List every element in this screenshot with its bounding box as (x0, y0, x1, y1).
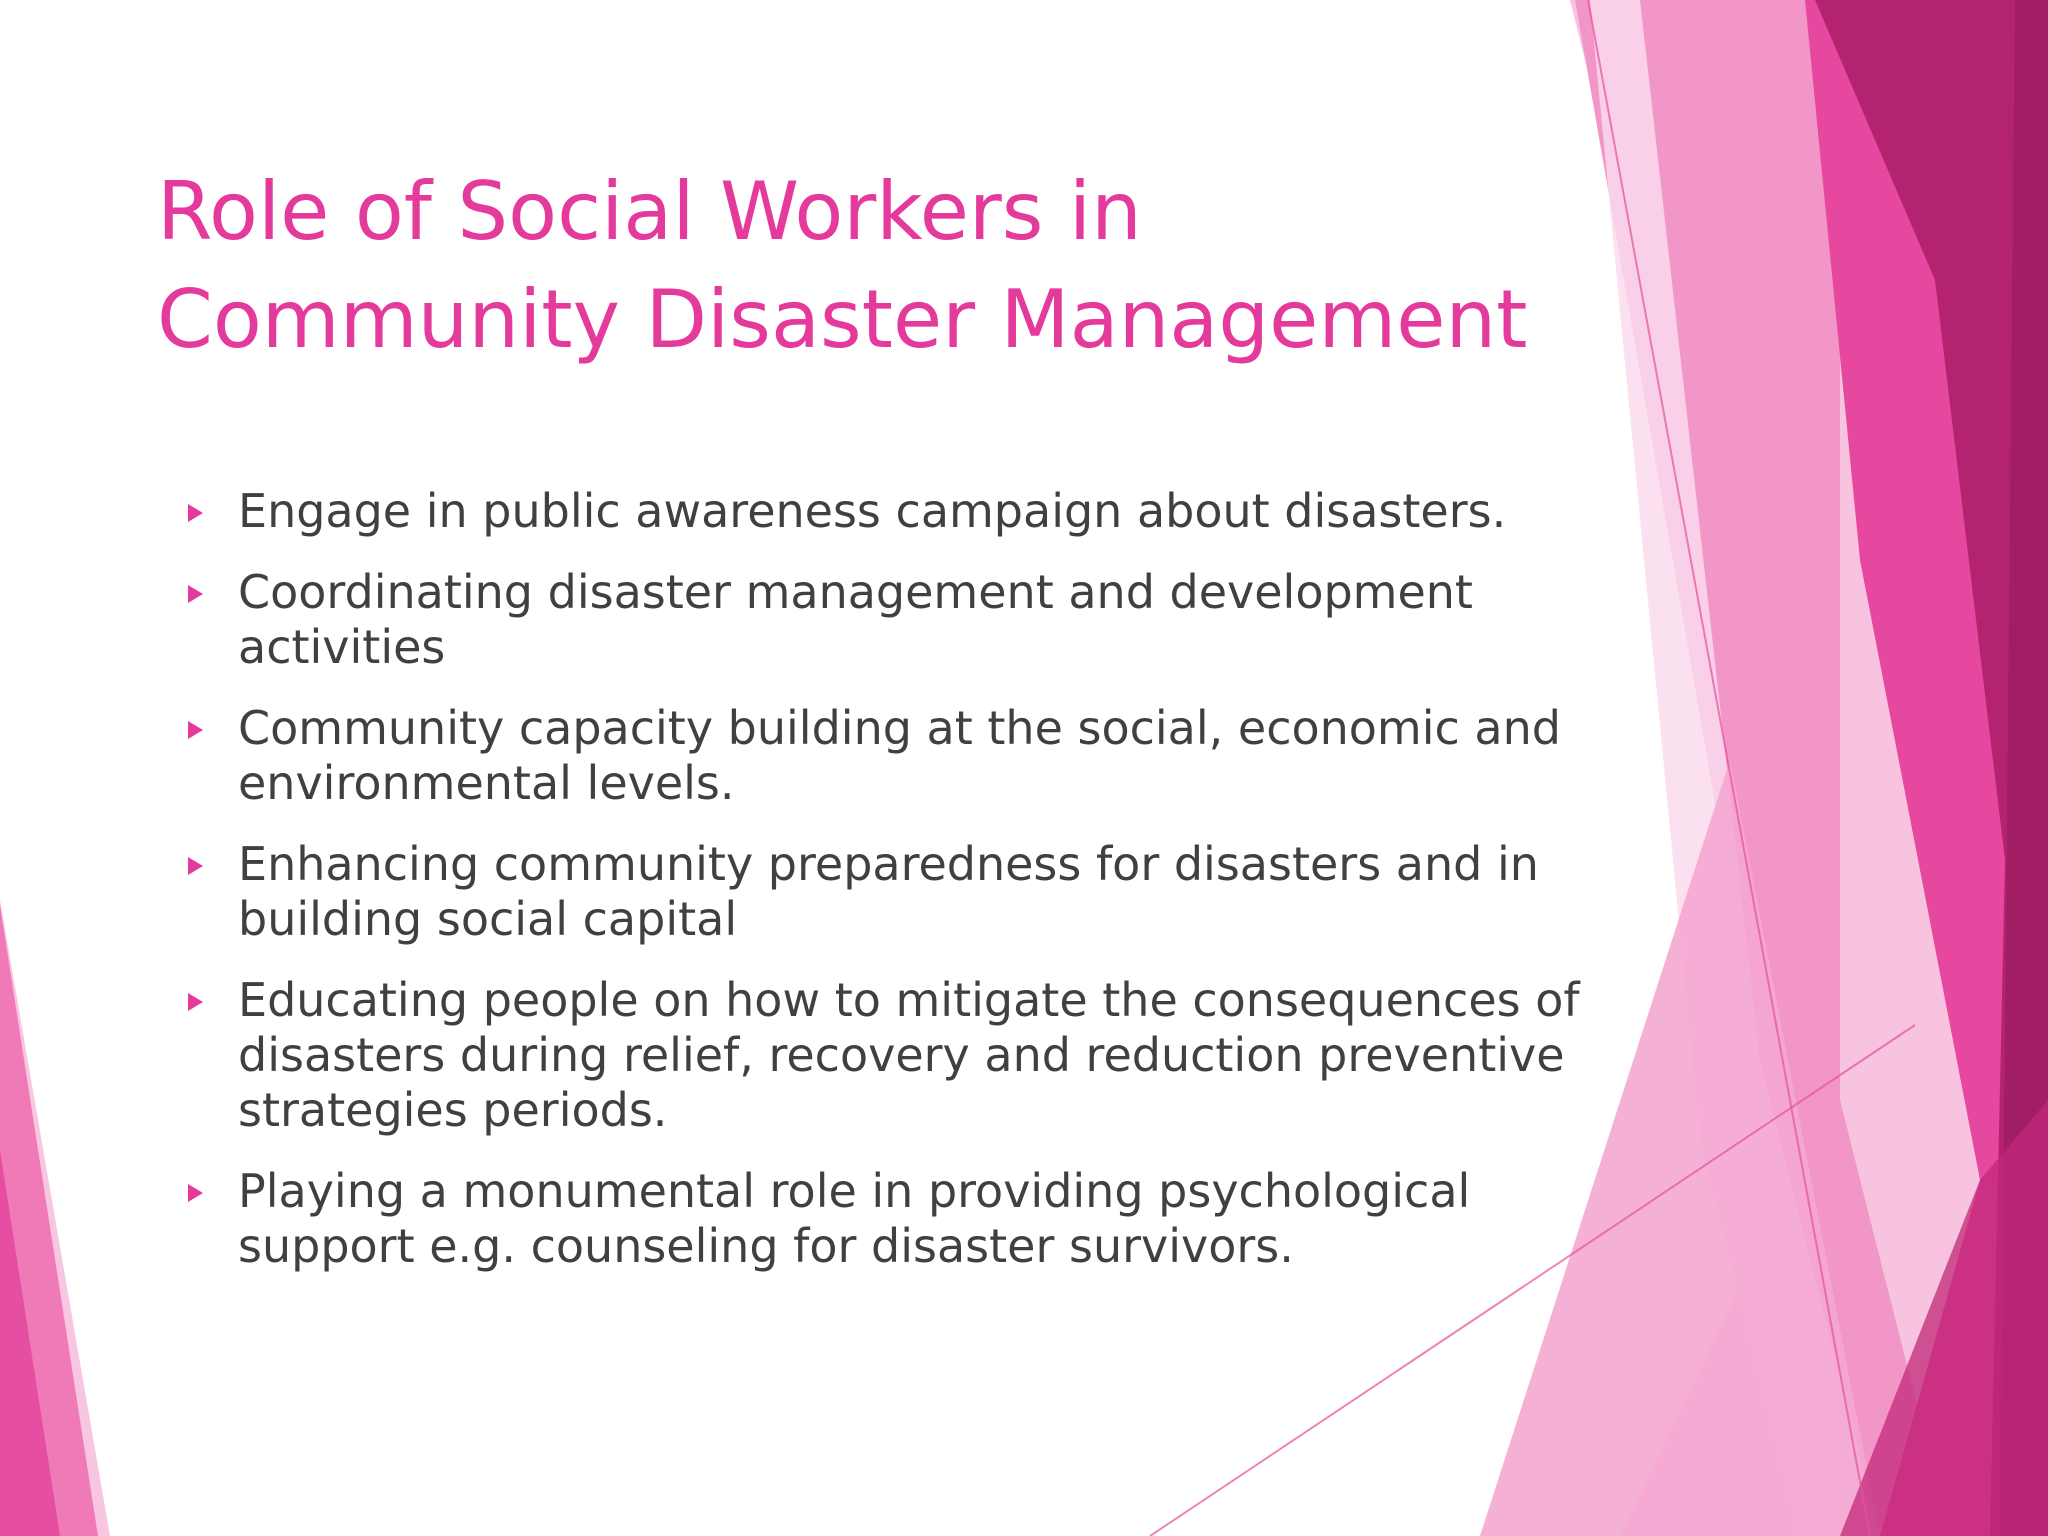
bullet-item (180, 837, 1580, 947)
bullet-text: Engage in public awareness campaign about disasters. (238, 484, 1507, 538)
bullet-item (180, 565, 1580, 675)
bullet-item (180, 1164, 1580, 1274)
bullet-text: Coordinating disaster management and development activities (238, 565, 1473, 674)
triangle-bullet-icon (188, 504, 203, 522)
slide-title (157, 158, 1577, 374)
slide-title-line-2: Community Disaster Management (157, 273, 1528, 366)
triangle-bullet-icon (188, 721, 203, 739)
slide-title-line-1: Role of Social Workers in (157, 165, 1142, 258)
bullet-text: Playing a monumental role in providing psychological support e.g. counseling for disaster survivors. (238, 1164, 1471, 1273)
triangle-bullet-icon (188, 1184, 203, 1202)
bullet-text: Community capacity building at the social, economic and environmental levels. (238, 701, 1561, 810)
bullet-text: Educating people on how to mitigate the consequences of disasters during relief, recovery and reduction preventive strategies periods. (238, 973, 1580, 1137)
triangle-bullet-icon (188, 993, 203, 1011)
triangle-bullet-icon (188, 857, 203, 875)
bullet-list (180, 484, 1580, 1300)
bullet-item (180, 973, 1580, 1138)
bullet-text: Enhancing community preparedness for disasters and in building social capital (238, 837, 1539, 946)
bullet-item (180, 484, 1580, 539)
triangle-bullet-icon (188, 585, 203, 603)
bullet-item (180, 701, 1580, 811)
